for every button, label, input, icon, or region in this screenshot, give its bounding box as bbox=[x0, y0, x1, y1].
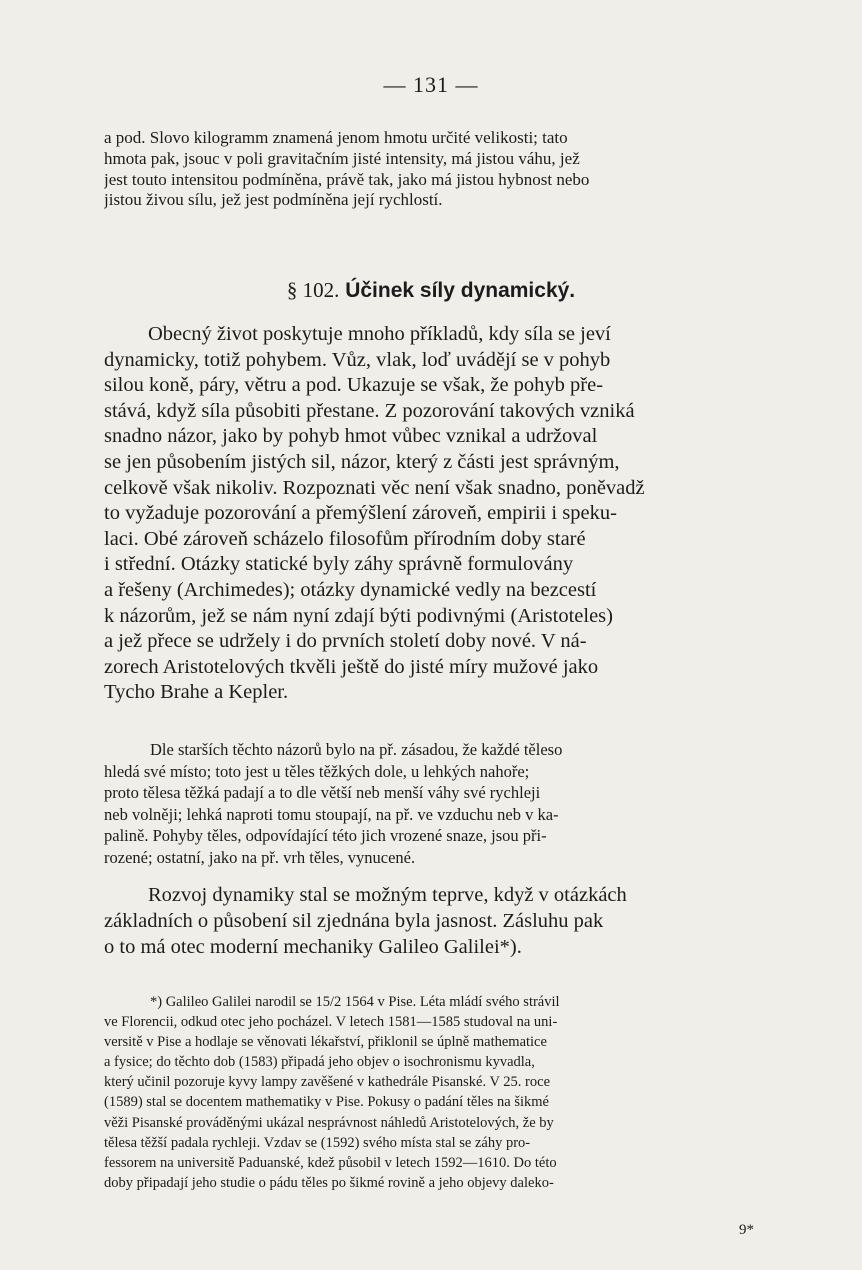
text-line: celkově však nikoliv. Rozpoznati věc není však snadno, poněvadž bbox=[104, 476, 645, 499]
footnote-line: ve Florencii, odkud otec jeho pocházel. V letech 1581—1585 studoval na uni- bbox=[104, 1014, 558, 1031]
section-title: Účinek síly dynamický. bbox=[345, 279, 576, 302]
text-line: zorech Aristotelových tkvěli ještě do jisté míry mužové jako bbox=[104, 655, 599, 678]
text-line: a jež přece se udržely i do prvních století doby nové. V ná- bbox=[104, 630, 587, 653]
main-paragraph-2 bbox=[104, 883, 756, 960]
section-heading bbox=[0, 278, 862, 303]
text-line: rozené; ostatní, jako na př. vrh těles, vynucené. bbox=[104, 847, 416, 867]
text-line: snadno názor, jako by pohyb hmot vůbec vznikal a udržoval bbox=[104, 425, 598, 448]
footnote-line: a fysice; do těchto dob (1583) připadá jeho objev o isochronismu kyvadla, bbox=[104, 1054, 535, 1071]
text-line: Tycho Brahe a Kepler. bbox=[104, 681, 289, 704]
footnote-line: versitě v Pise a hodlaje se věnovati lékařství, přiklonil se úplně mathematice bbox=[104, 1034, 547, 1051]
text-line: silou koně, páry, větru a pod. Ukazuje se však, že pohyb pře- bbox=[104, 374, 604, 397]
text-line: laci. Obé zároveň scházelo filosofům přírodním doby staré bbox=[104, 527, 586, 550]
footnote-line: věži Pisanské prováděnými ukázal nesprávnost náhledů Aristotelových, že by bbox=[104, 1114, 554, 1131]
text-line: k názorům, jež se nám nyní zdají býti podivnými (Aristoteles) bbox=[104, 604, 613, 627]
text-line: jistou živou sílu, jež jest podmíněna její rychlostí. bbox=[104, 190, 443, 210]
text-line: dynamicky, totiž pohybem. Vůz, vlak, loď uvádějí se v pohyb bbox=[104, 348, 611, 371]
text-line: Dle starších těchto názorů bylo na př. zásadou, že každé těleso bbox=[150, 740, 563, 759]
footnote-line: který učinil pozoruje kyvy lampy zavěšené v kathedrále Pisanské. V 25. roce bbox=[104, 1074, 551, 1091]
text-line: a řešeny (Archimedes); otázky dynamické vedly na bezcestí bbox=[104, 578, 597, 601]
text-line: palině. Pohyby těles, odpovídající této jich vrozené snaze, jsou při- bbox=[104, 826, 547, 845]
text-line: hmota pak, jsouc v poli gravitačním jisté intensity, má jistou váhu, jež bbox=[104, 148, 580, 168]
section-number: § 102. bbox=[286, 278, 340, 302]
footnote-line: *) Galileo Galilei narodil se 15/2 1564 v Pise. Léta mládí svého strávil bbox=[150, 994, 560, 1010]
text-line: se jen působením jistých sil, názor, který z části jest správným, bbox=[104, 450, 620, 473]
text-line: stává, když síla působiti přestane. Z pozorování takových vzniká bbox=[104, 399, 635, 422]
text-line: Rozvoj dynamiky stal se možným teprve, když v otázkách bbox=[148, 884, 627, 906]
text-line: proto tělesa těžká padají a to dle větší neb menší váhy své rychleji bbox=[104, 783, 541, 802]
text-line: a pod. Slovo kilogramm znamená jenom hmotu určité velikosti; tato bbox=[104, 128, 568, 147]
intro-paragraph bbox=[104, 128, 756, 211]
text-line: jest touto intensitou podmíněna, právě tak, jako má jistou hybnost nebo bbox=[104, 169, 590, 189]
footnote-line: fessorem na universitě Paduanské, kdež působil v letech 1592—1610. Do této bbox=[104, 1154, 557, 1171]
text-line: i střední. Otázky statické byly záhy správně formulovány bbox=[104, 553, 574, 576]
small-print-paragraph bbox=[104, 739, 756, 868]
footnote bbox=[104, 992, 756, 1193]
text-line: hledá své místo; toto jest u těles těžkých dole, u lehkých nahoře; bbox=[104, 761, 530, 781]
text-line: o to má otec moderní mechaniky Galileo Galilei*). bbox=[104, 935, 522, 958]
footnote-line: tělesa těžší padala rychleji. Vzdav se (1592) svého místa stal se záhy pro- bbox=[104, 1134, 531, 1151]
text-line: neb volněji; lehká naproti tomu stoupají, na př. ve vzduchu neb v ka- bbox=[104, 804, 559, 824]
page-number: — 131 — bbox=[383, 72, 479, 97]
footnote-line: (1589) stal se docentem mathematiky v Pise. Pokusy o padání těles na šikmé bbox=[104, 1094, 549, 1111]
main-paragraph-1 bbox=[104, 322, 756, 706]
signature-mark: 9* bbox=[739, 1222, 754, 1238]
text-line: základních o působení sil zjednána byla jasnost. Zásluhu pak bbox=[104, 909, 604, 932]
text-line: Obecný život poskytuje mnoho příkladů, kdy síla se jeví bbox=[148, 323, 611, 345]
footnote-line: doby připadají jeho studie o pádu těles po šikmé rovině a jeho objevy daleko- bbox=[104, 1174, 554, 1191]
text-line: to vyžaduje pozorování a přemýšlení zároveň, empirii i speku- bbox=[104, 502, 617, 525]
